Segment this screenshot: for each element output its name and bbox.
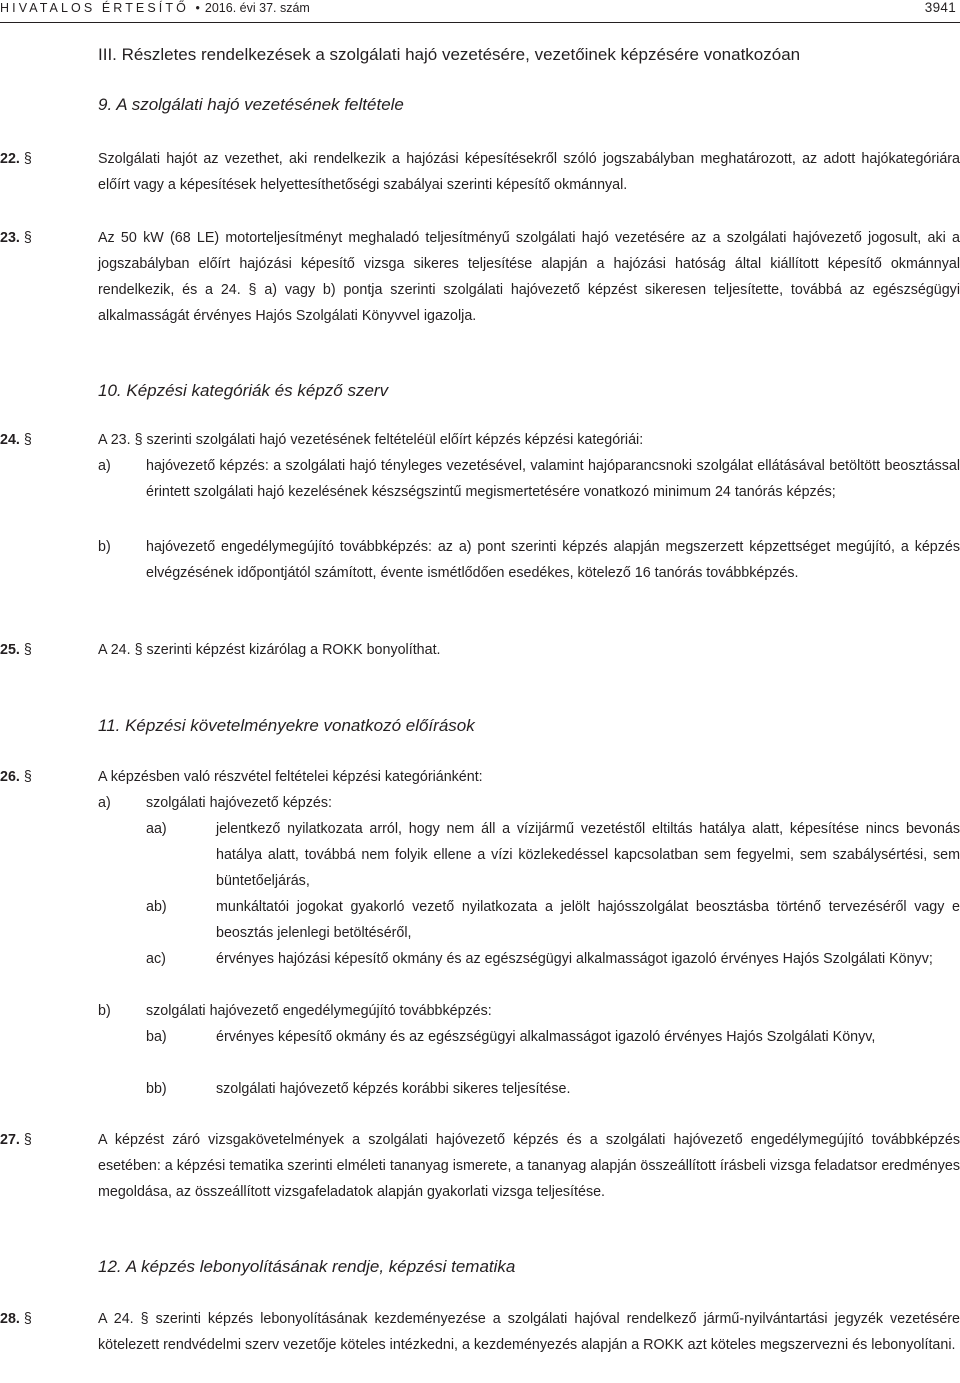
item-label: b) [98,539,111,555]
item-label: bb) [146,1081,167,1097]
item-label: a) [98,458,111,474]
list-item-26ab [146,894,960,946]
number-text: 28. [0,1311,20,1327]
list-item-26aa [146,816,960,894]
number-text: 27. [0,1132,20,1148]
page-number: 3941 [924,0,956,15]
list-item-26a [98,790,960,816]
item-label: a) [98,795,111,811]
item-text: hajóvezető engedélymegújító továbbképzés: az a) pont szerinti képzés alapján megszerzett képzettséget megújító, a képzés elvégzésének időpontjától számított, évente ismétlődően esedékes, kötelező 16 tanórás továbbképzés. [146,539,960,581]
number-text: 23. [0,230,20,246]
section-symbol: § [23,432,32,448]
paragraph-text: A 23. § szerinti szolgálati hajó vezetésének feltételéül előírt képzés képzési kategóriái: [98,432,644,448]
item-text: jelentkező nyilatkozata arról, hogy nem áll a vízijármű vezetéstől eltiltás hatálya alatt, képesítése nincs bevonás hatálya alatt, továbbá nem folyik ellene a vízi közlekedéssel kapcsolatban sem fegyelmi, sem szabálysértési, sem büntetőeljárás, [216,821,960,889]
paragraph-text: A 24. § szerinti képzés lebonyolításának kezdeményezése a szolgálati hajóval rendelkező jármű-nyilvántartási jegyzék vezetésére kötelezett rendvédelmi szerv vezetője köteles intézkedni, a kezdeményezés alapján a ROKK azt köteles megszervezni és lebonyolítani. [98,1311,960,1353]
issue-label: 2016. évi 37. szám [204,1,310,15]
item-text: hajóvezető képzés: a szolgálati hajó tényleges vezetésével, valamint hajóparancsnoki szolgálat ellátásával betöltött beosztással érintett szolgálati hajó kezelésének készségszintű megismertetésére vonatkozó minimum 24 tanórás képzés; [146,458,960,500]
paragraph-23 [0,225,960,329]
paragraph-number [0,764,32,790]
number-text: 25. [0,642,20,658]
header-bullet: • [195,1,200,15]
paragraph-text: Az 50 kW (68 LE) motorteljesítményt meghaladó teljesítményű szolgálati hajó vezetésére az a szolgálati hajóvezető jogosult, aki a jogszabályban előírt hajózási képesítő vizsga sikeres teljesítése alapján a hajózási hatóság által kiállított képesítő okmánnyal rendelkezik, és a 24. § a) vagy b) pontja szerinti szolgálati hajóvezető képzést sikeresen teljesítette, továbbá az egészségügyi alkalmasságát érvényes Hajós Szolgálati Könyvvel igazolja. [98,230,960,324]
paragraph-text: A 24. § szerinti képzést kizárólag a ROKK bonyolíthat. [98,642,441,658]
paragraph-25 [0,637,960,663]
section-symbol: § [23,642,32,658]
paragraph-number [0,637,32,663]
paragraph-number [0,427,32,453]
section-title-11: 11. Képzési követelményekre vonatkozó előírások [98,716,475,735]
paragraph-text: A képzésben való részvétel feltételei képzési kategóriánként: [98,769,483,785]
list-item-26bb [146,1076,960,1102]
item-label: ac) [146,951,166,967]
item-text: érvényes képesítő okmány és az egészségügyi alkalmasságot igazoló érvényes Hajós Szolgálati Könyv, [216,1029,876,1045]
paragraph-number [0,1306,32,1332]
number-text: 24. [0,432,20,448]
item-text: munkáltatói jogokat gyakorló vezető nyilatkozata a jelölt hajósszolgálat beosztásba történő tervezéséről vagy e beosztás jelenlegi betöltéséről, [216,899,960,941]
number-text: 26. [0,769,20,785]
journal-title: HIVATALOS ÉRTESÍTŐ [0,1,189,15]
paragraph-27 [0,1127,960,1205]
paragraph-text: Szolgálati hajót az vezethet, aki rendelkezik a hajózási képesítésekről szóló jogszabályban meghatározott, az adott hajókategóriára előírt vagy a képesítések helyettesíthetőségi szabályai szerinti képesítő okmánnyal. [98,151,960,193]
section-symbol: § [23,1132,32,1148]
paragraph-26 [0,764,960,790]
item-label: ba) [146,1029,167,1045]
section-title-12: 12. A képzés lebonyolításának rendje, képzési tematika [98,1257,516,1276]
section-symbol: § [23,151,32,167]
paragraph-28 [0,1306,960,1358]
paragraph-number [0,146,32,172]
item-label: aa) [146,821,167,837]
paragraph-text: A képzést záró vizsgakövetelmények a szolgálati hajóvezető képzés és a szolgálati hajóvezető engedélymegújító továbbképzés esetében: a képzési tematika szerinti elméleti tananyag ismerete, a tananyag alapján összeállított írásbeli vizsga feladatsor eredményes megoldása, az összeállított vizsgafeladatok alapján gyakorlati vizsga teljesítése. [98,1132,960,1200]
section-title-10: 10. Képzési kategóriák és képző szerv [98,381,389,400]
page-header [0,0,960,23]
journal-name [0,0,310,21]
list-item-26ba [146,1024,960,1050]
list-item-26b [98,998,960,1024]
item-text: szolgálati hajóvezető képzés: [146,795,332,811]
item-text: szolgálati hajóvezető képzés korábbi sikeres teljesítése. [216,1081,571,1097]
chapter-title: III. Részletes rendelkezések a szolgálati hajó vezetésére, vezetőinek képzésére vonatkozóan [98,45,801,64]
section-symbol: § [23,1311,32,1327]
list-item-26ac [146,946,960,972]
number-text: 22. [0,151,20,167]
section-symbol: § [23,230,32,246]
item-text: szolgálati hajóvezető engedélymegújító továbbképzés: [146,1003,492,1019]
paragraph-number [0,1127,32,1153]
paragraph-number [0,225,32,251]
item-label: b) [98,1003,111,1019]
section-symbol: § [23,769,32,785]
list-item-24b [98,534,960,586]
item-text: érvényes hajózási képesítő okmány és az egészségügyi alkalmasságot igazoló érvényes Hajós Szolgálati Könyv; [216,951,933,967]
section-title-9: 9. A szolgálati hajó vezetésének feltétele [98,95,404,114]
paragraph-24 [0,427,960,453]
paragraph-22 [0,146,960,198]
item-label: ab) [146,899,167,915]
list-item-24a [98,453,960,505]
